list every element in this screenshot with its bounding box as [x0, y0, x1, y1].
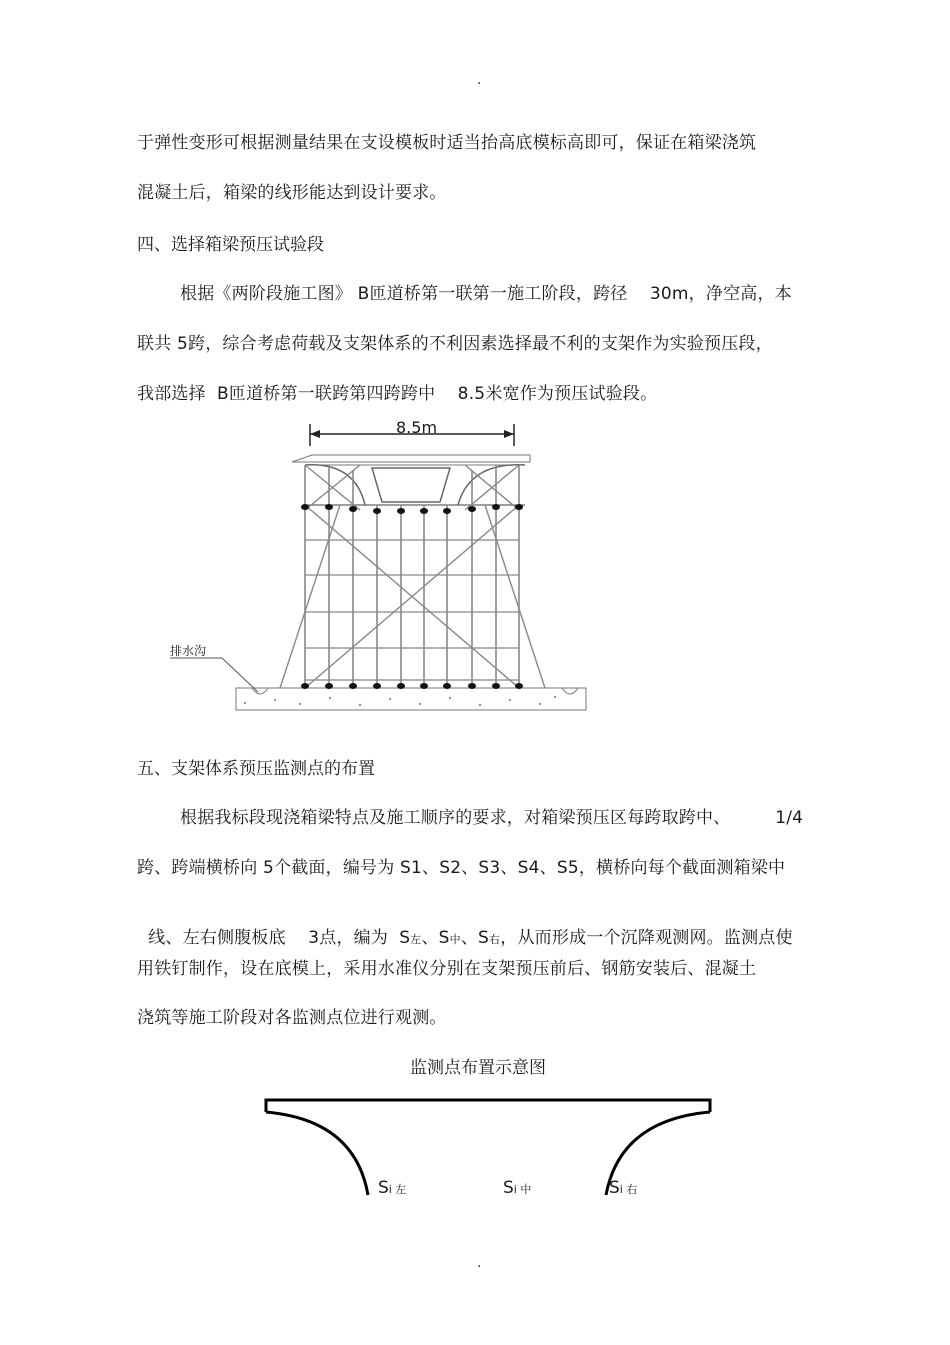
section-5-line-5: 浇筑等施工阶段对各监测点位进行观测。 — [137, 1008, 447, 1028]
section-4-line-2: 联共 5跨，综合考虑荷载及支架体系的不利因素选择最不利的支架作为实验预压段， — [137, 334, 773, 354]
dimension-label: 8.5m — [396, 418, 438, 437]
line-3-part-c: 、S — [460, 928, 490, 948]
point-left-sub: i 左 — [388, 1183, 407, 1196]
point-label-left — [378, 1178, 406, 1198]
intro-line-2: 混凝土后，箱梁的线形能达到设计要求。 — [137, 183, 447, 203]
line-3-part-a: 线、左右侧腹板底 3点，编为 S — [148, 928, 411, 948]
section-4-line-3: 我部选择 B匝道桥第一联跨第四跨跨中 8.5米宽作为预压试验段。 — [137, 384, 658, 404]
top-page-mark: . — [477, 72, 482, 88]
point-right-sub: i 右 — [619, 1183, 638, 1196]
intro-line-1: 于弹性变形可根据测量结果在支设模板时适当抬高底模标高即可，保证在箱梁浇筑 — [137, 133, 757, 153]
section-5-title: 五、支架体系预压监测点的布置 — [137, 759, 375, 779]
point-middle-sub: i 中 — [513, 1183, 532, 1196]
point-label-middle — [503, 1178, 531, 1198]
section-5-line-4: 用铁钉制作，设在底模上，采用水准仪分别在支架预压前后、钢筋安装后、混凝土 — [137, 959, 757, 979]
sub-right: 右 — [489, 933, 501, 946]
point-middle-main: S — [503, 1178, 514, 1198]
sub-mid: 中 — [449, 933, 461, 946]
section-5-line-1: 根据我标段现浇箱梁特点及施工顺序的要求，对箱梁预压区每跨取跨中、 1/4 — [180, 808, 804, 828]
section-4-line-1: 根据《两阶段施工图》 B匝道桥第一联第一施工阶段，跨径 30m，净空高，本 — [180, 284, 792, 304]
line-3-part-d: ，从而形成一个沉降观测网。监测点使 — [500, 928, 793, 948]
point-right-main: S — [609, 1178, 620, 1198]
figure-2-caption: 监测点布置示意图 — [410, 1058, 546, 1078]
ditch-label: 排水沟 — [170, 644, 207, 658]
bottom-page-mark: . — [477, 1255, 482, 1271]
sub-left: 左 — [410, 933, 422, 946]
point-label-right — [609, 1178, 637, 1198]
section-4-title: 四、选择箱梁预压试验段 — [137, 235, 324, 255]
line-3-part-b: 、S — [421, 928, 450, 948]
section-5-line-2: 跨、跨端横桥向 5个截面，编号为 S1、S2、S3、S4、S5，横桥向每个截面测箱梁中 — [137, 858, 786, 878]
point-left-main: S — [378, 1178, 389, 1198]
